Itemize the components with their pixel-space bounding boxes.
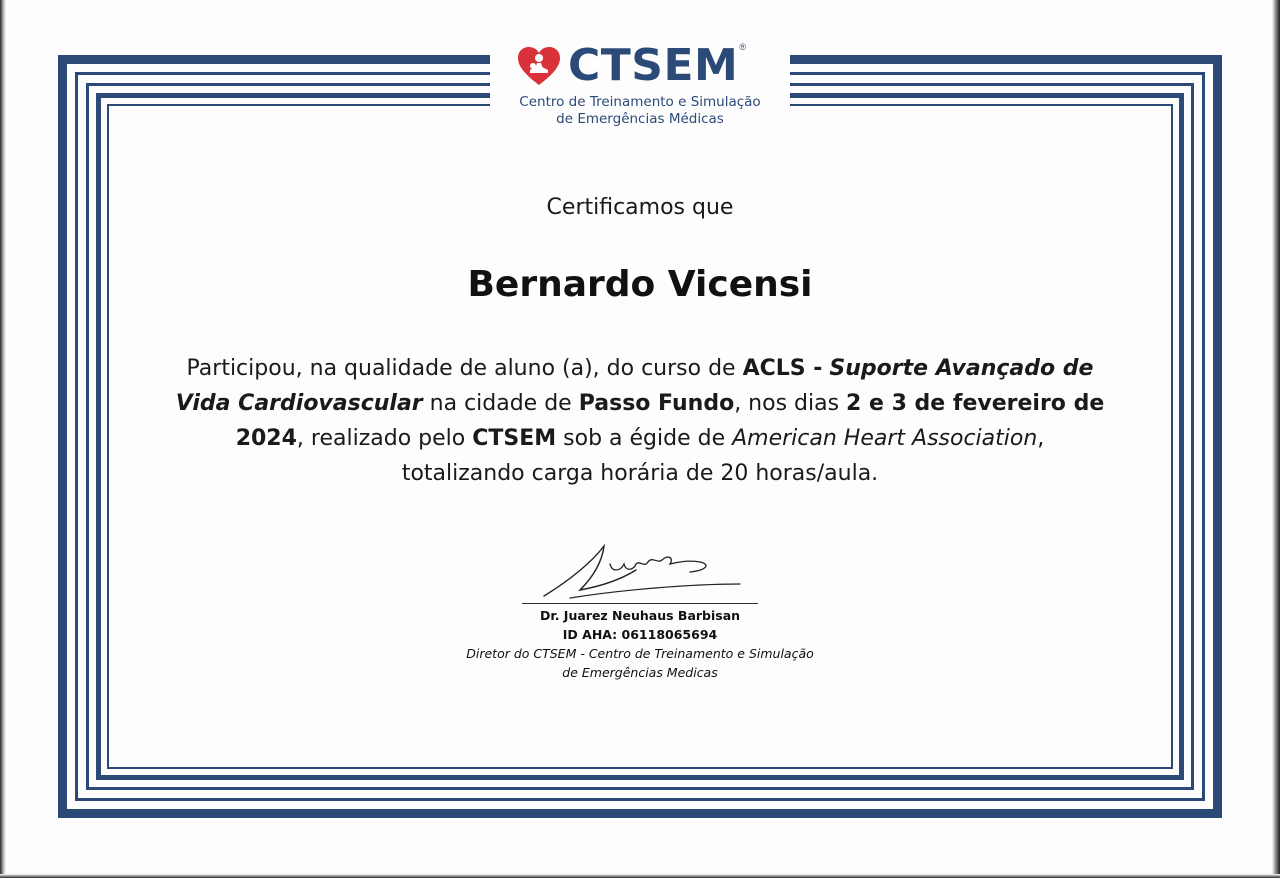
page-edge-shadow-bottom (0, 874, 1280, 878)
signature-line (522, 603, 758, 604)
course-code: ACLS - (742, 356, 823, 381)
body-text-3: , nos dias (734, 391, 847, 416)
course-name: Suporte Avançado de Vida Cardiovascular (175, 356, 1094, 416)
page-edge-shadow-left (0, 0, 6, 878)
logo (516, 40, 746, 92)
body-text-1: Participou, na qualidade de aluno (a), do curso de (186, 356, 743, 381)
course-dates: 2 e 3 de fevereiro de 2024 (235, 391, 1105, 451)
logo-subtitle (490, 94, 790, 128)
body-text-7: totalizando carga horária de 20 horas/aula. (401, 461, 879, 486)
body-text-6: , (1037, 426, 1045, 451)
handwritten-signature (540, 540, 750, 602)
registered-mark: ® (739, 42, 746, 52)
recipient-name: Bernardo Vicensi (467, 264, 813, 305)
body-text-4: , realizado pelo (296, 426, 473, 451)
course-city: Passo Fundo (578, 391, 735, 416)
signatory-role-line-2: de Emergências Medicas (562, 665, 718, 680)
heart-icon (516, 45, 562, 87)
signatory-role-line-1: Diretor do CTSEM - Centro de Treinamento e Simulação (466, 646, 814, 661)
page-edge-shadow-right (1272, 0, 1280, 878)
organizer: CTSEM (472, 426, 557, 451)
body-text-2: na cidade de (422, 391, 579, 416)
logo-wordmark: CTSEM (568, 40, 739, 91)
body-text-5: sob a égide de (556, 426, 733, 451)
signatory-name: Dr. Juarez Neuhaus Barbisan (539, 608, 741, 623)
logo-subtitle-line-2: de Emergências Médicas (556, 111, 724, 127)
signatory-id: ID AHA: 06118065694 (562, 627, 718, 642)
logo-subtitle-line-1: Centro de Treinamento e Simulação (519, 94, 761, 110)
certify-intro: Certificamos que (546, 195, 734, 220)
certificate-body (160, 351, 1120, 491)
association-name: American Heart Association (732, 426, 1038, 451)
signatory-block (0, 606, 1280, 682)
